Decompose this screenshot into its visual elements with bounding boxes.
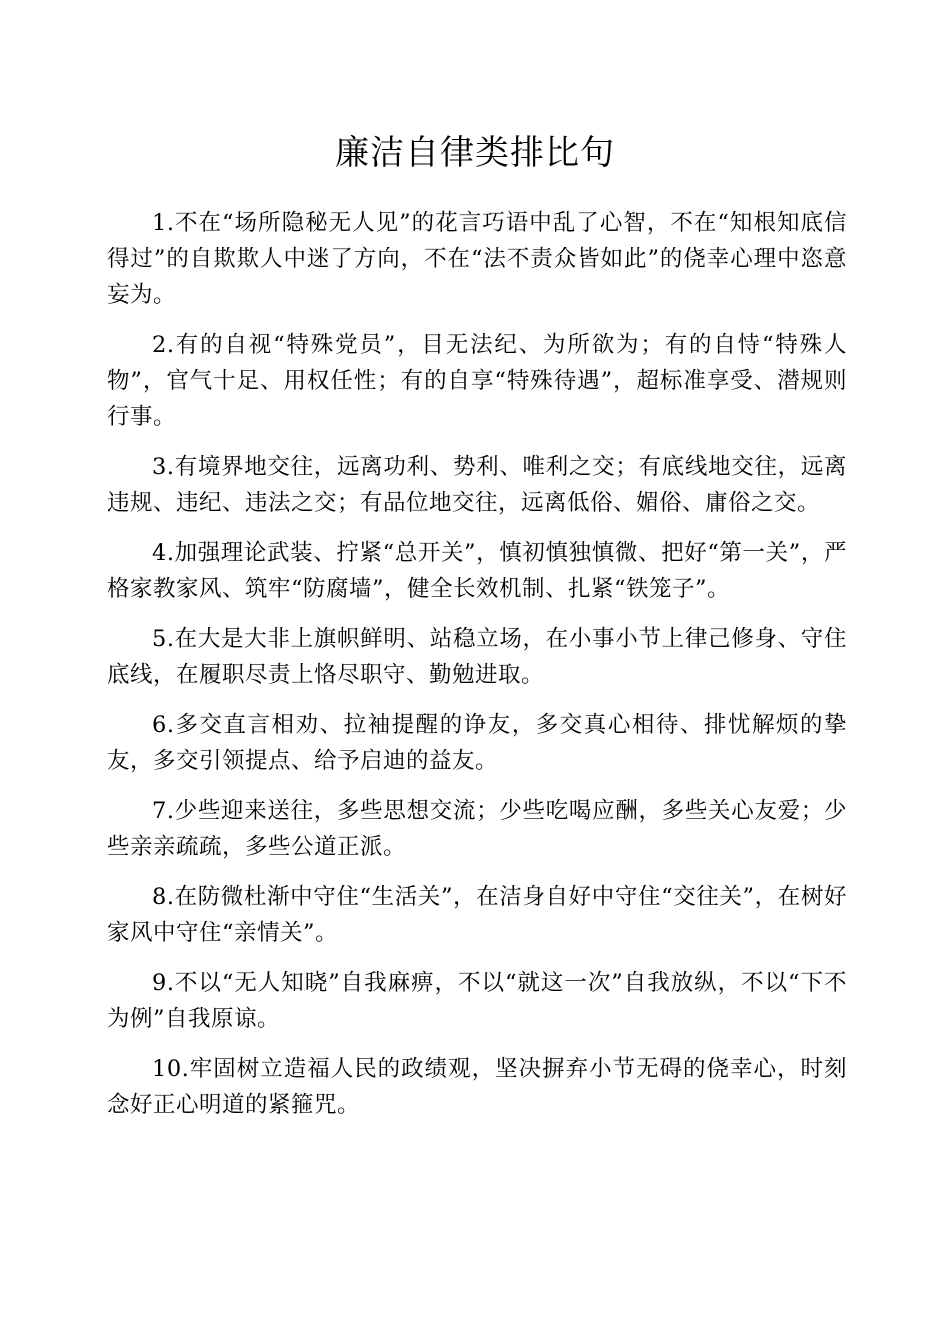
document-title: 廉洁自律类排比句 xyxy=(335,133,615,173)
paragraph-9: 9.不以“无人知晓”自我麻痹，不以“就这一次”自我放纵，不以“下不为例”自我原谅。 xyxy=(107,970,847,1032)
paragraph-6: 6.多交直言相劝、拉袖提醒的诤友，多交真心相待、排忧解烦的挚友，多交引领提点、给予启迪的益友。 xyxy=(107,712,847,774)
paragraph-5: 5.在大是大非上旗帜鲜明、站稳立场，在小事小节上律己修身、守住底线，在履职尽责上恪尽职守、勤勉进取。 xyxy=(107,626,847,688)
paragraph-8: 8.在防微杜渐中守住“生活关”，在洁身自好中守住“交往关”，在树好家风中守住“亲情关”。 xyxy=(107,884,847,946)
paragraph-10: 10.牢固树立造福人民的政绩观，坚决摒弃小节无碍的侥幸心，时刻念好正心明道的紧箍咒。 xyxy=(107,1056,847,1118)
paragraph-4: 4.加强理论武装、拧紧“总开关”，慎初慎独慎微、把好“第一关”，严格家教家风、筑牢“防腐墙”，健全长效机制、扎紧“铁笼子”。 xyxy=(107,540,847,602)
paragraph-7: 7.少些迎来送往，多些思想交流；少些吃喝应酬，多些关心友爱；少些亲亲疏疏，多些公道正派。 xyxy=(107,798,847,860)
paragraph-1: 1.不在“场所隐秘无人见”的花言巧语中乱了心智，不在“知根知底信得过”的自欺欺人中迷了方向，不在“法不责众皆如此”的侥幸心理中恣意妄为。 xyxy=(107,210,847,308)
paragraph-3: 3.有境界地交往，远离功利、势利、唯利之交；有底线地交往，远离违规、违纪、违法之交；有品位地交往，远离低俗、媚俗、庸俗之交。 xyxy=(107,454,847,516)
paragraph-2: 2.有的自视“特殊党员”，目无法纪、为所欲为；有的自恃“特殊人物”，官气十足、用权任性；有的自享“特殊待遇”，超标准享受、潜规则行事。 xyxy=(107,332,847,430)
document-body xyxy=(107,205,847,1137)
